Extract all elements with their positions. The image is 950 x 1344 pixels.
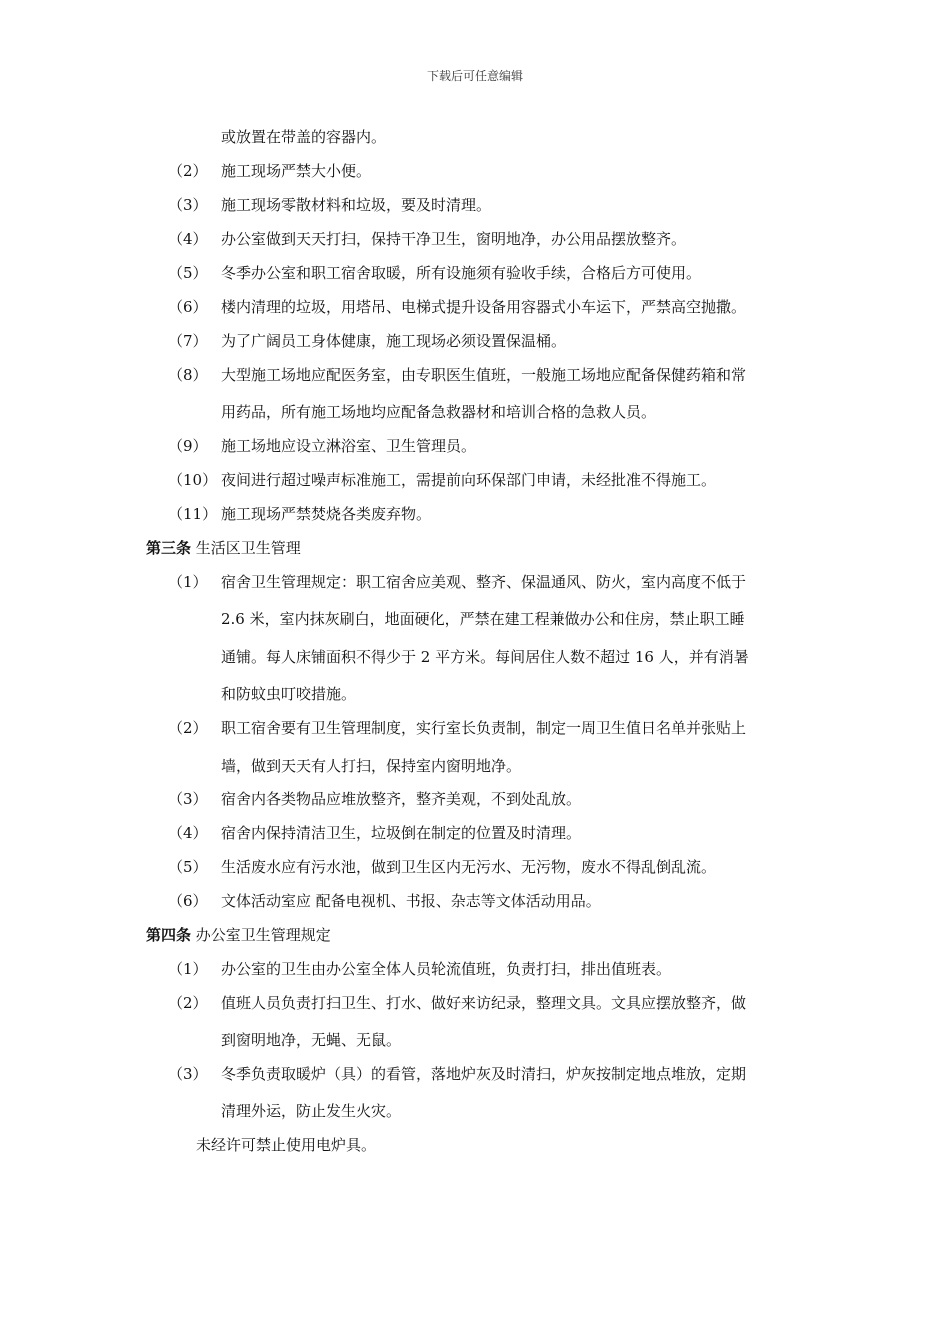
section-title: 生活区卫生管理 [191,539,301,557]
item-text-continued: 和防蚊虫叮咬措施。 [221,685,357,703]
item-number: （11） [168,505,218,523]
item-text-continued: 墙，做到天天有人打扫，保持室内窗明地净。 [221,757,522,775]
item-number: （4） [168,824,208,842]
item-text: 办公室做到天天打扫，保持干净卫生，窗明地净，办公用品摆放整齐。 [221,230,687,248]
item-number: （1） [168,960,208,978]
item-number: （5） [168,264,208,282]
section-heading-4 [146,925,331,945]
item-text: 夜间进行超过噪声标准施工，需提前向环保部门申请，未经批准不得施工。 [221,471,717,489]
item-text: 施工现场严禁焚烧各类废弃物。 [221,505,432,523]
item-number: （9） [168,437,208,455]
item-number: （3） [168,196,208,214]
item-number: （2） [168,162,208,180]
item-text-continued: 到窗明地净，无蝇、无鼠。 [221,1031,402,1049]
section-number: 第三条 [146,539,192,557]
item-text: 冬季办公室和职工宿舍取暖，所有设施须有验收手续，合格后方可使用。 [221,264,702,282]
item-text: 文体活动室应 配备电视机、书报、杂志等文体活动用品。 [221,892,601,910]
item-number: （4） [168,230,208,248]
item-number: （2） [168,719,208,737]
section-heading-3 [146,538,301,558]
intro-line: 或放置在带盖的容器内。 [221,128,387,146]
item-text: 冬季负责取暖炉（具）的看管，落地炉灰及时清扫，炉灰按制定地点堆放，定期 [221,1065,747,1083]
item-text: 楼内清理的垃圾，用塔吊、电梯式提升设备用容器式小车运下，严禁高空抛撒。 [221,298,747,316]
item-number: （6） [168,892,208,910]
item-text: 宿舍内保持清洁卫生，垃圾倒在制定的位置及时清理。 [221,824,582,842]
item-text: 职工宿舍要有卫生管理制度，实行室长负责制，制定一周卫生值日名单并张贴上 [221,719,747,737]
item-number: （1） [168,573,208,591]
page-header: 下载后可任意编辑 [426,69,523,83]
item-text: 为了广阔员工身体健康，施工现场必须设置保温桶。 [221,332,567,350]
item-number: （2） [168,994,208,1012]
item-text: 施工场地应设立淋浴室、卫生管理员。 [221,437,477,455]
item-number: （6） [168,298,208,316]
item-number: （5） [168,858,208,876]
item-text-continued: 通铺。每人床铺面积不得少于 2 平方米。每间居住人数不超过 16 人，并有消暑 [221,648,749,666]
item-text: 办公室的卫生由办公室全体人员轮流值班，负责打扫，排出值班表。 [221,960,672,978]
closing-line: 未经许可禁止使用电炉具。 [196,1136,377,1154]
item-text: 施工现场零散材料和垃圾，要及时清理。 [221,196,492,214]
item-number: （7） [168,332,208,350]
section-number: 第四条 [146,926,192,944]
item-number: （8） [168,366,208,384]
item-number: （10） [168,471,218,489]
item-text: 宿舍内各类物品应堆放整齐，整齐美观，不到处乱放。 [221,790,582,808]
section-title: 办公室卫生管理规定 [191,926,331,944]
item-text: 大型施工场地应配医务室，由专职医生值班，一般施工场地应配备保健药箱和常 [221,366,747,384]
item-text: 值班人员负责打扫卫生、打水、做好来访纪录，整理文具。文具应摆放整齐，做 [221,994,747,1012]
item-text: 生活废水应有污水池，做到卫生区内无污水、无污物，废水不得乱倒乱流。 [221,858,717,876]
item-number: （3） [168,1065,208,1083]
item-text-continued: 用药品，所有施工场地均应配备急救器材和培训合格的急救人员。 [221,403,657,421]
item-text: 宿舍卫生管理规定：职工宿舍应美观、整齐、保温通风、防火，室内高度不低于 [221,573,747,591]
item-text-continued: 清理外运，防止发生火灾。 [221,1102,402,1120]
item-text-continued: 2.6 米，室内抹灰刷白，地面硬化，严禁在建工程兼做办公和住房，禁止职工睡 [221,610,745,628]
item-text: 施工现场严禁大小便。 [221,162,372,180]
item-number: （3） [168,790,208,808]
